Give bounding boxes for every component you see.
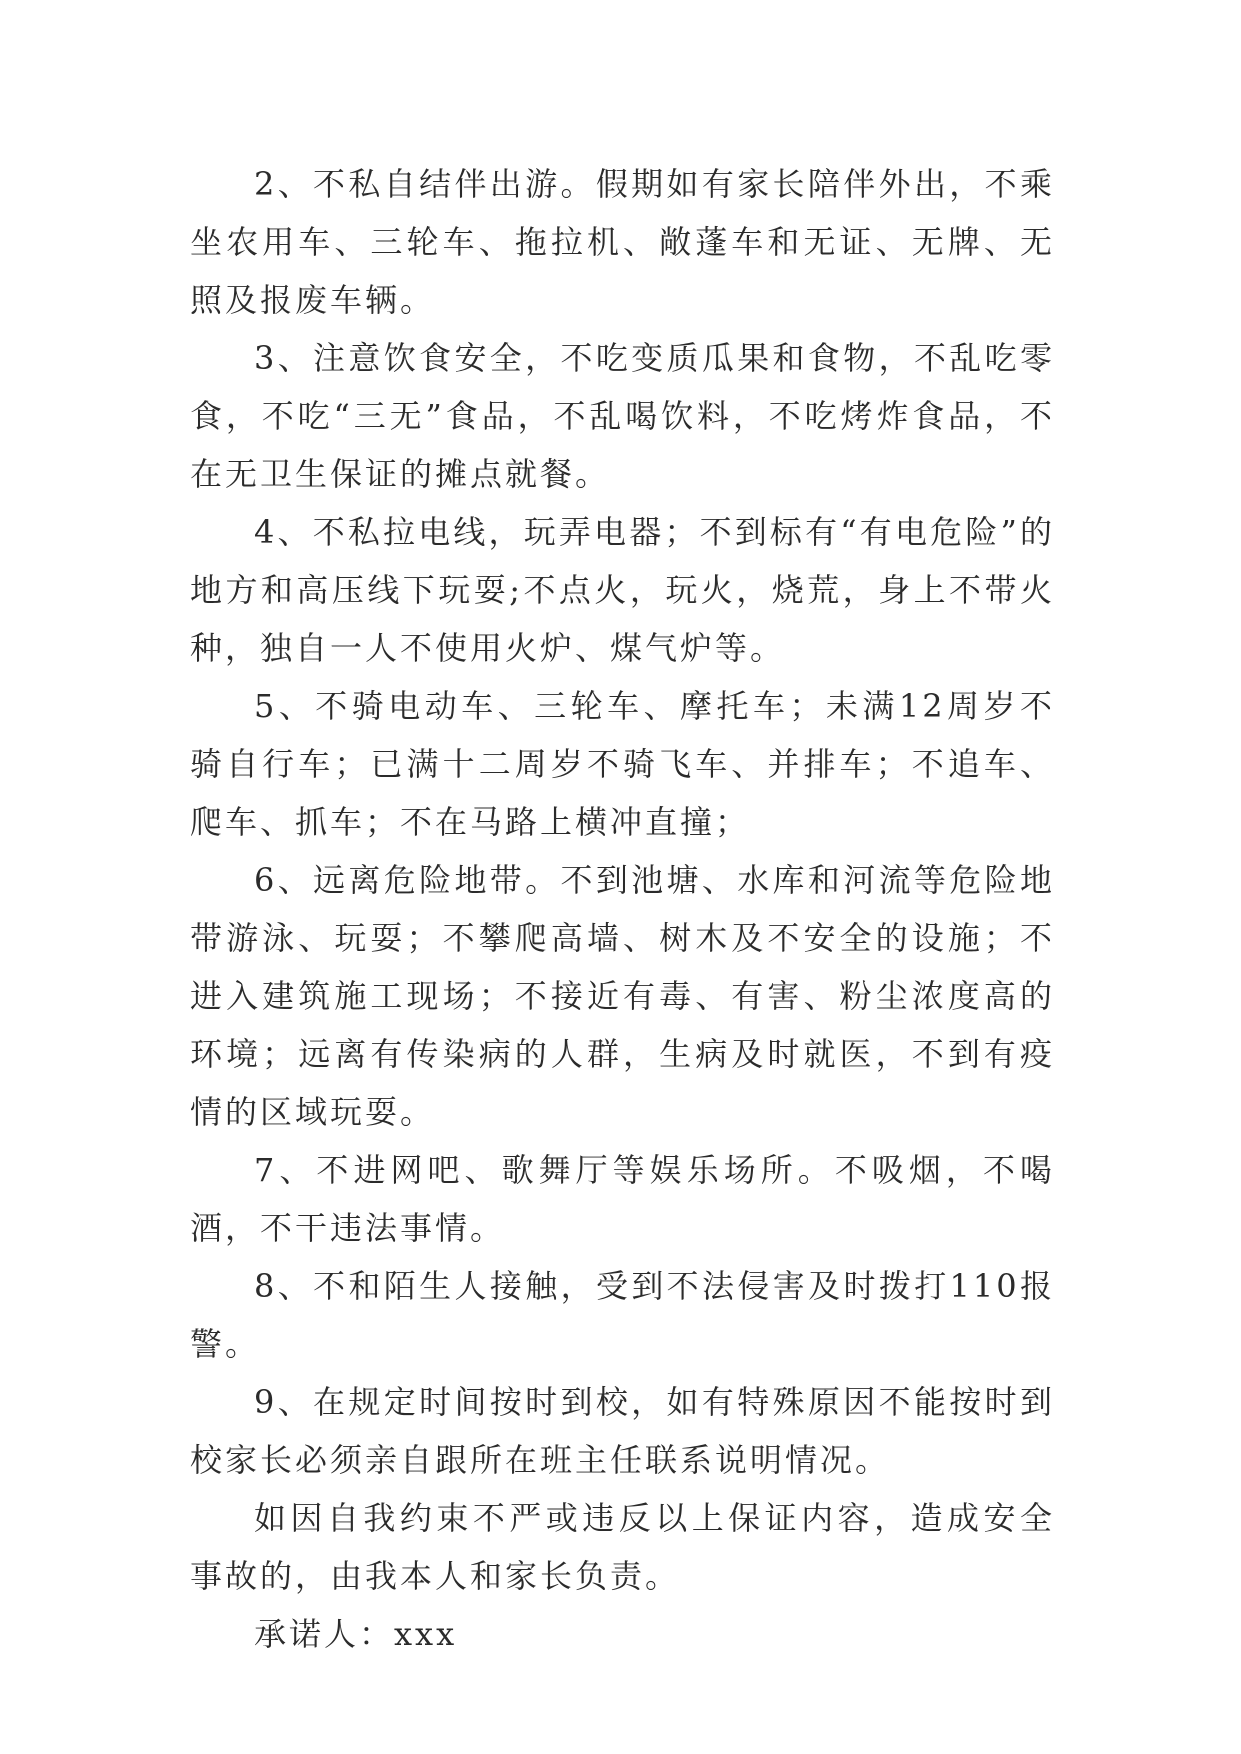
paragraph-item-5: 5、不骑电动车、三轮车、摩托车；未满12周岁不骑自行车；已满十二周岁不骑飞车、并排车；不追车、爬车、抓车；不在马路上横冲直撞；	[190, 687, 1055, 841]
paragraph-item-7: 7、不进网吧、歌舞厅等娱乐场所。不吸烟，不喝酒，不干违法事情。	[190, 1151, 1055, 1247]
paragraph-item-3: 3、注意饮食安全，不吃变质瓜果和食物，不乱吃零食，不吃“三无”食品，不乱喝饮料，不吃烤炸食品，不在无卫生保证的摊点就餐。	[190, 339, 1055, 493]
paragraph-item-4: 4、不私拉电线，玩弄电器；不到标有“有电危险”的地方和高压线下玩耍;不点火，玩火，烧荒，身上不带火种，独自一人不使用火炉、煤气炉等。	[190, 513, 1055, 667]
paragraph-item-9: 9、在规定时间按时到校，如有特殊原因不能按时到校家长必须亲自跟所在班主任联系说明情况。	[190, 1383, 1055, 1479]
signature-line: 承诺人：xxx	[254, 1615, 458, 1653]
paragraph-item-2: 2、不私自结伴出游。假期如有家长陪伴外出，不乘坐农用车、三轮车、拖拉机、敞蓬车和无证、无牌、无照及报废车辆。	[190, 165, 1055, 319]
paragraph-item-6: 6、远离危险地带。不到池塘、水库和河流等危险地带游泳、玩耍；不攀爬高墙、树木及不安全的设施；不进入建筑施工现场；不接近有毒、有害、粉尘浓度高的环境；远离有传染病的人群，生病及时就医，不到有疫情的区域玩耍。	[190, 861, 1055, 1131]
closing-statement: 如因自我约束不严或违反以上保证内容，造成安全事故的，由我本人和家长负责。	[190, 1499, 1055, 1595]
paragraph-item-8: 8、不和陌生人接触，受到不法侵害及时拨打110报警。	[190, 1267, 1055, 1363]
document-body	[190, 155, 1055, 1663]
